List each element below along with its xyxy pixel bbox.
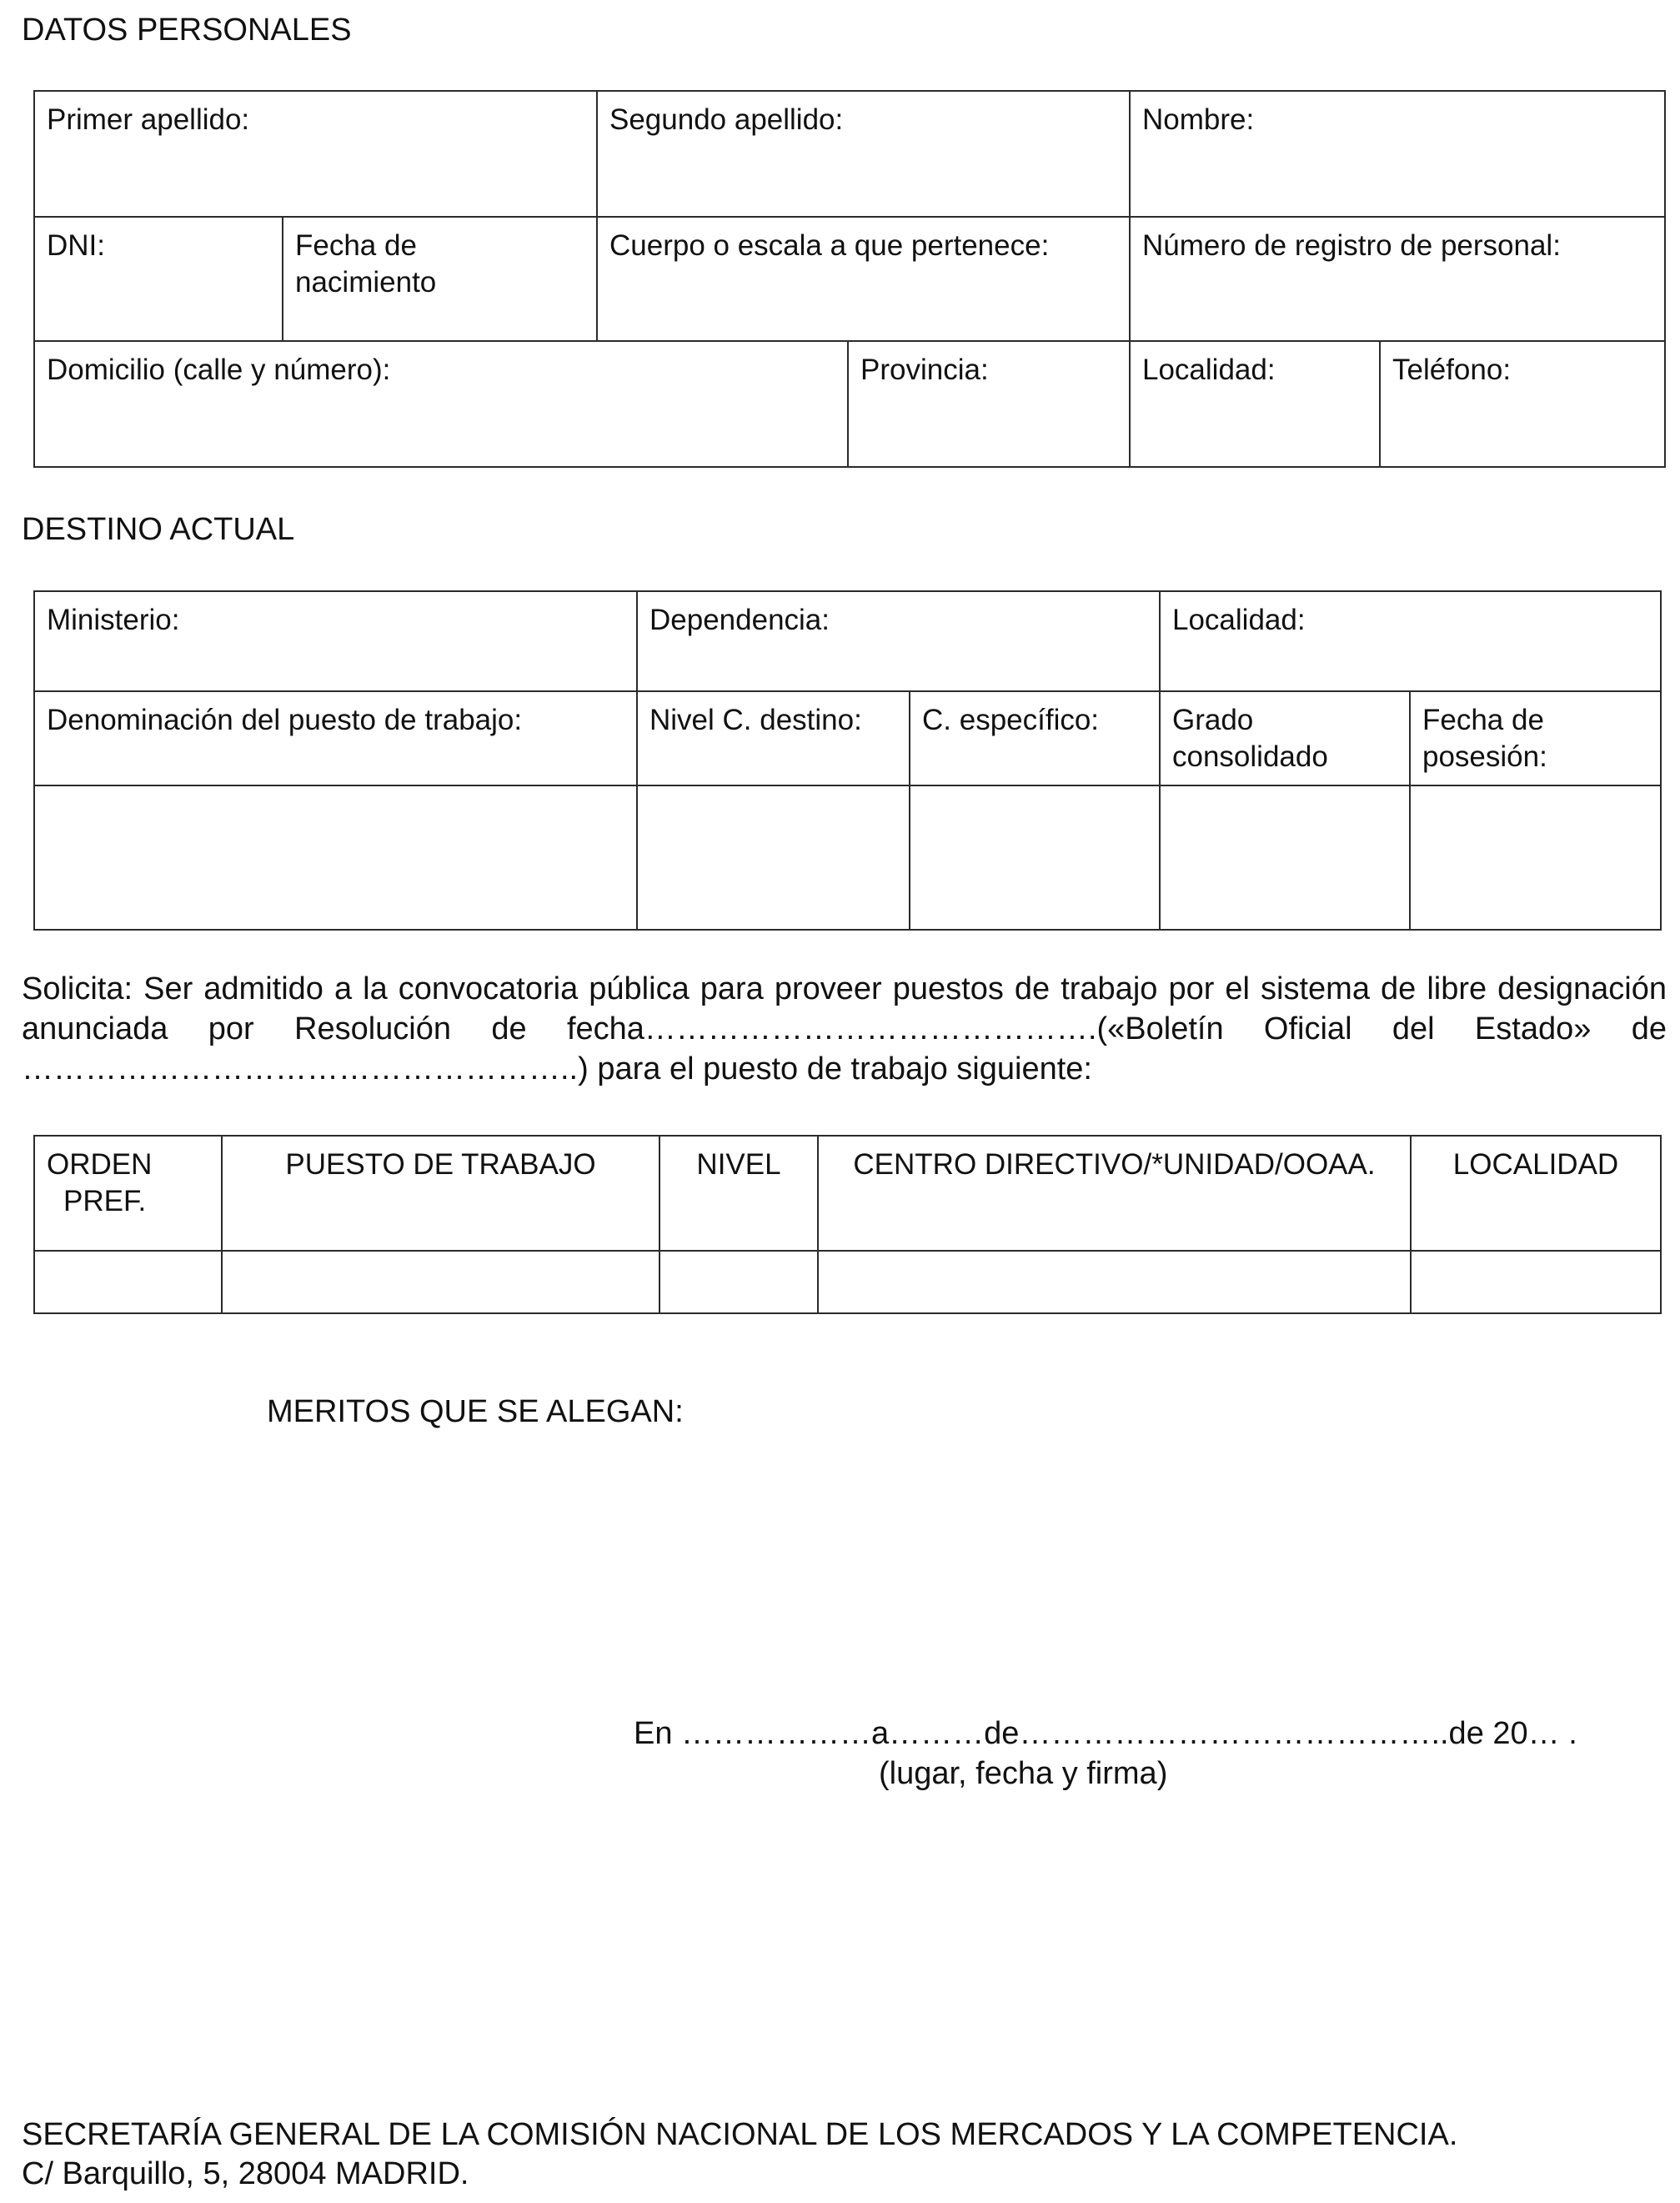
segundo-apellido-field[interactable]	[597, 91, 1130, 217]
nivel-destino-input[interactable]	[637, 785, 910, 930]
segundo-apellido-label: Segundo apellido:	[609, 103, 844, 136]
localidad-header	[1411, 1136, 1661, 1251]
fecha-posesion-input[interactable]	[1410, 785, 1661, 930]
provincia-label: Provincia:	[860, 354, 989, 386]
puesto-trabajo-input[interactable]	[222, 1251, 659, 1313]
nivel-destino-label: Nivel C. destino:	[649, 704, 862, 736]
domicilio-field[interactable]	[34, 341, 848, 467]
provincia-field[interactable]	[848, 341, 1130, 467]
destino-actual-table	[33, 590, 1662, 931]
puesto-solicitado-table	[33, 1135, 1662, 1314]
puesto-trabajo-label: PUESTO DE TRABAJO	[285, 1148, 596, 1181]
centro-directivo-header	[818, 1136, 1411, 1251]
cuerpo-escala-label: Cuerpo o escala a que pertenece:	[609, 229, 1050, 262]
localidad-puesto-label: LOCALIDAD	[1452, 1148, 1619, 1181]
nombre-label: Nombre:	[1142, 103, 1255, 136]
complemento-especifico-label: C. específico:	[922, 704, 1100, 736]
dni-label: DNI:	[47, 229, 105, 262]
localidad-destino-label: Localidad:	[1172, 604, 1306, 636]
centro-directivo-input[interactable]	[818, 1251, 1411, 1313]
orden-pref-input[interactable]	[34, 1251, 222, 1313]
section-title-meritos: MERITOS QUE SE ALEGAN:	[267, 1394, 684, 1429]
registro-personal-field[interactable]	[1130, 217, 1665, 341]
primer-apellido-field[interactable]	[34, 91, 597, 217]
section-title-destino-actual: DESTINO ACTUAL	[22, 512, 295, 547]
nivel-header	[659, 1136, 818, 1251]
cuerpo-escala-field[interactable]	[597, 217, 1130, 341]
denominacion-puesto-label: Denominación del puesto de trabajo:	[47, 704, 523, 736]
orden-label: ORDEN	[47, 1148, 153, 1181]
grado-consolidado-label: Grado consolidado	[1172, 704, 1328, 773]
localidad-destino-field[interactable]	[1160, 591, 1661, 691]
complemento-especifico-input[interactable]	[910, 785, 1160, 930]
denominacion-puesto-input[interactable]	[34, 785, 637, 930]
nivel-input[interactable]	[659, 1251, 818, 1313]
puesto-trabajo-header	[222, 1136, 659, 1251]
grado-consolidado-header	[1160, 691, 1410, 785]
centro-directivo-label: CENTRO DIRECTIVO/*UNIDAD/OOAA.	[853, 1148, 1376, 1181]
pref-label: PREF.	[63, 1185, 147, 1217]
complemento-especifico-header	[910, 691, 1160, 785]
fecha-nacimiento-label: Fecha de nacimiento	[295, 229, 437, 299]
telefono-field[interactable]	[1380, 341, 1665, 467]
personal-data-table	[33, 90, 1666, 468]
nombre-field[interactable]	[1130, 91, 1665, 217]
registro-personal-label: Número de registro de personal:	[1142, 229, 1561, 262]
primer-apellido-label: Primer apellido:	[47, 103, 250, 136]
fecha-posesion-header	[1410, 691, 1661, 785]
dependencia-field[interactable]	[637, 591, 1160, 691]
solicita-paragraph: Solicita: Ser admitido a la convocatoria pública para proveer puestos de trabajo por el sistema de libre designación anunciada por Resolución de fecha…………………………………….(«Boletín Oficial del Estado» de ……………………………………………..) para el puesto de trabajo siguiente:	[22, 971, 1667, 1086]
localidad-label: Localidad:	[1142, 354, 1276, 386]
footer-organization: SECRETARÍA GENERAL DE LA COMISIÓN NACIONAL DE LOS MERCADOS Y LA COMPETENCIA.	[22, 2117, 1458, 2152]
fecha-posesion-label: Fecha de posesión:	[1422, 704, 1547, 773]
signature-caption: (lugar, fecha y firma)	[879, 1756, 1168, 1791]
denominacion-puesto-header	[34, 691, 637, 785]
ministerio-field[interactable]	[34, 591, 637, 691]
domicilio-label: Domicilio (calle y número):	[47, 354, 391, 386]
nivel-label: NIVEL	[696, 1148, 781, 1181]
section-title-datos-personales: DATOS PERSONALES	[22, 13, 352, 48]
fecha-nacimiento-field[interactable]	[283, 217, 597, 341]
grado-consolidado-input[interactable]	[1160, 785, 1410, 930]
telefono-label: Teléfono:	[1392, 354, 1512, 386]
nivel-destino-header	[637, 691, 910, 785]
localidad-field[interactable]	[1130, 341, 1380, 467]
orden-pref-header	[34, 1136, 222, 1251]
signature-date-line[interactable]: En ………………a………de…………………………………..de 20… .	[634, 1716, 1577, 1751]
dni-field[interactable]	[34, 217, 283, 341]
ministerio-label: Ministerio:	[47, 604, 180, 636]
dependencia-label: Dependencia:	[649, 604, 830, 636]
footer-address: C/ Barquillo, 5, 28004 MADRID.	[22, 2156, 469, 2191]
localidad-input[interactable]	[1411, 1251, 1661, 1313]
